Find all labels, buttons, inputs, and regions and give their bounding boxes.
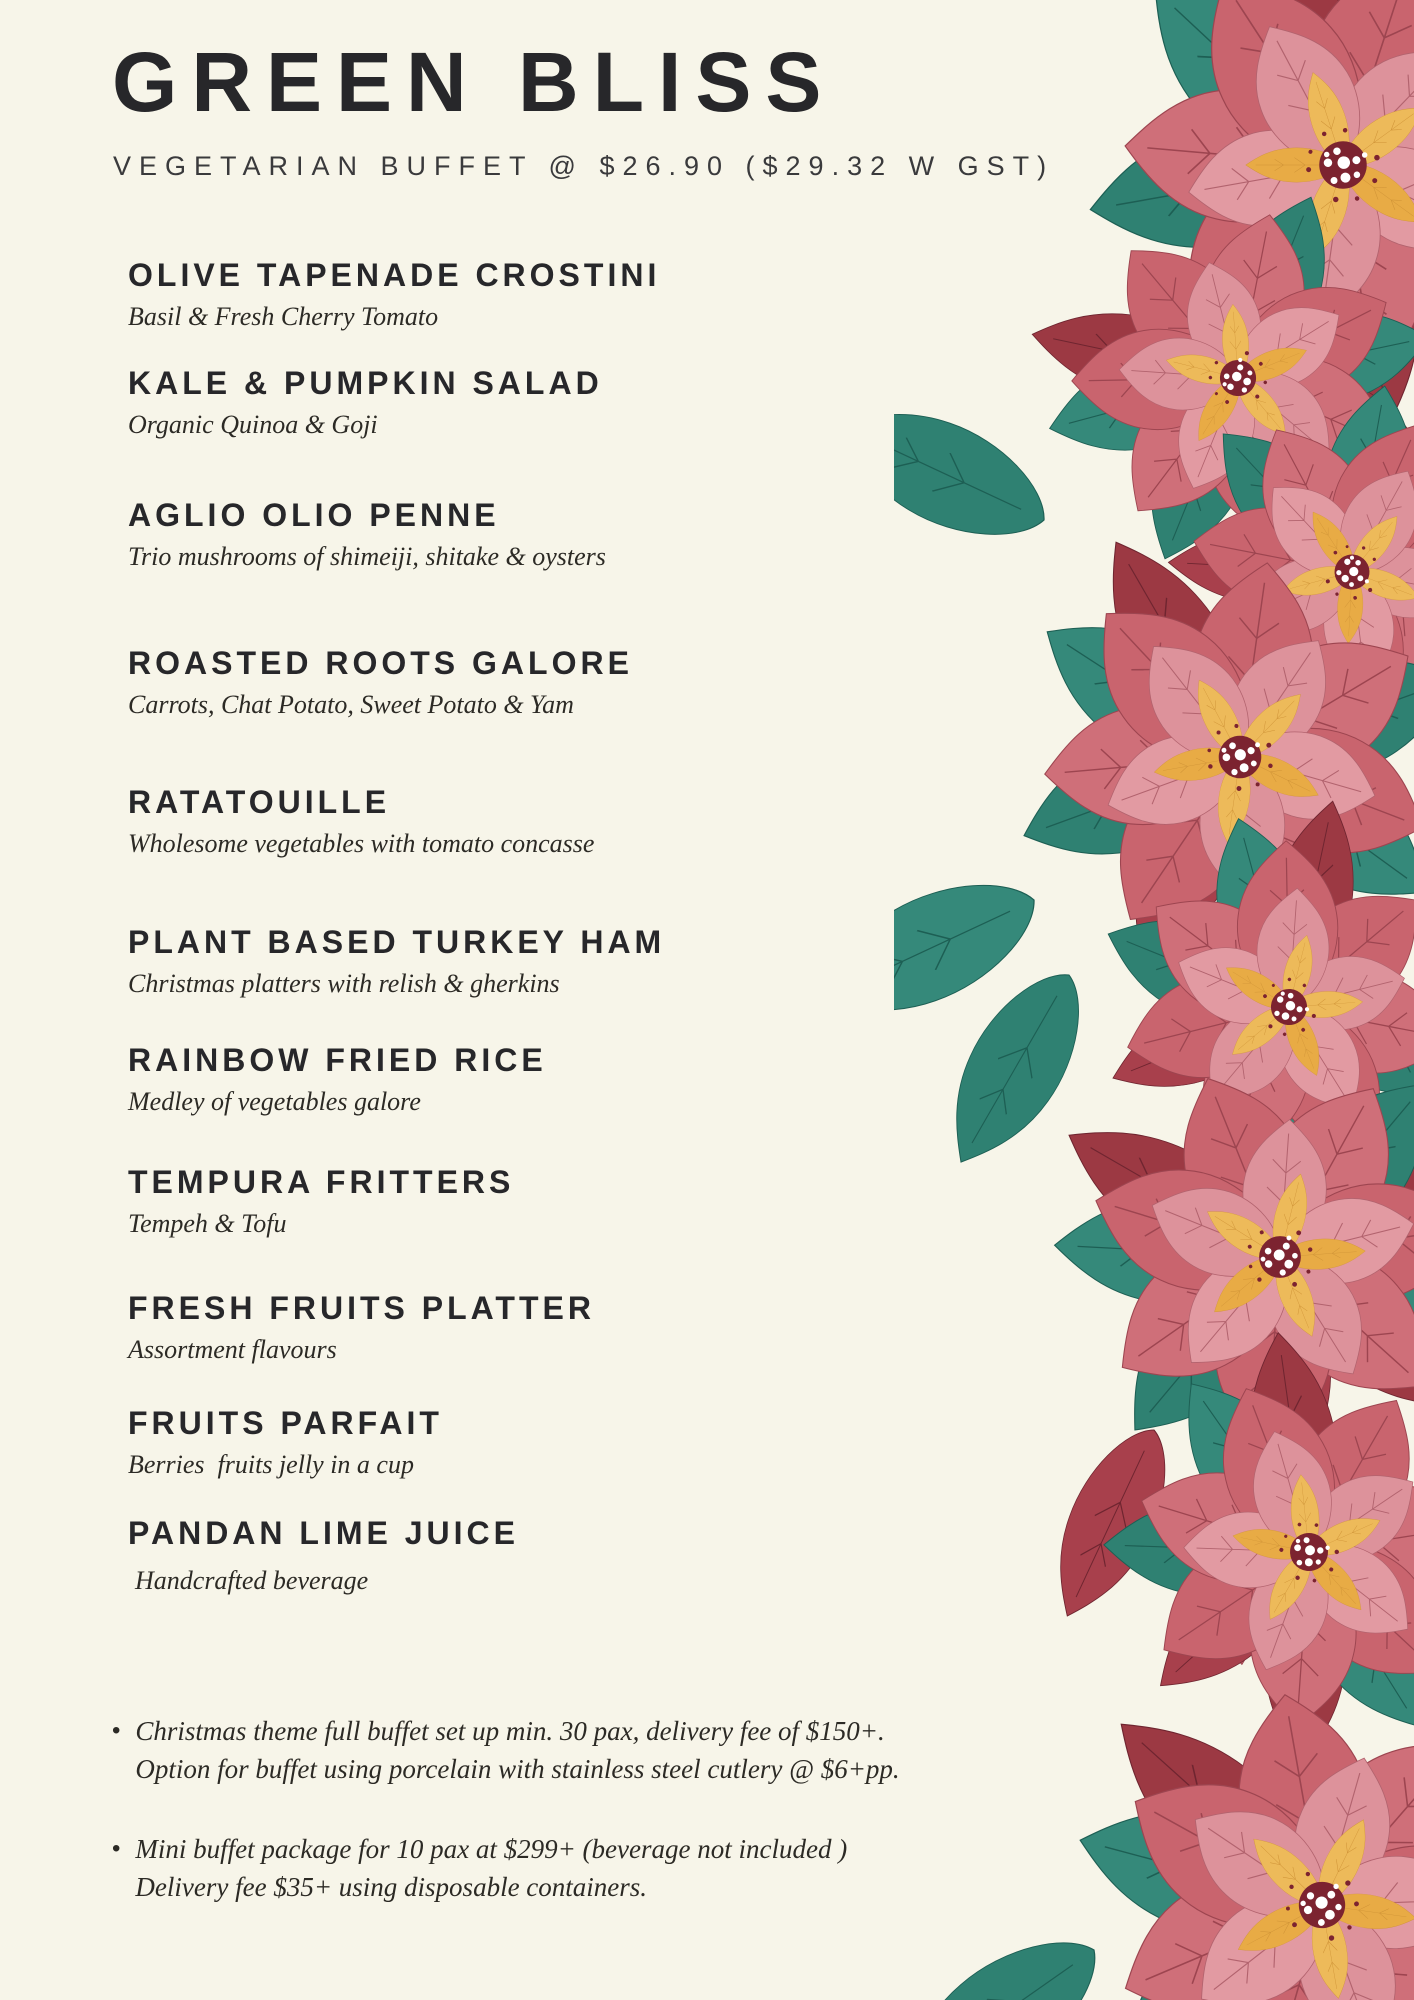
menu-item — [128, 1292, 595, 1365]
menu-item-desc: Berries fruits jelly in a cup — [128, 1450, 414, 1479]
menu-item — [128, 367, 603, 440]
note-item — [112, 1830, 847, 1906]
menu-item-desc: Medley of vegetables galore — [128, 1087, 421, 1116]
note-item — [112, 1712, 900, 1788]
page-title: GREEN BLISS — [112, 35, 836, 129]
page-subtitle: VEGETARIAN BUFFET @ $26.90 ($29.32 W GST) — [113, 151, 1055, 181]
note-line: Option for buffet using porcelain with stainless steel cutlery @ $6+pp. — [135, 1754, 900, 1784]
bullet-icon: • — [112, 1717, 121, 1744]
menu-item-desc: Wholesome vegetables with tomato concasse — [128, 829, 595, 858]
menu-item-desc: Tempeh & Tofu — [128, 1209, 287, 1238]
menu-item-desc: Christmas platters with relish & gherkins — [128, 969, 560, 998]
menu-item — [128, 786, 594, 859]
menu-item-name: AGLIO OLIO PENNE — [128, 497, 500, 533]
menu-item-name: PLANT BASED TURKEY HAM — [128, 924, 666, 960]
menu-item-desc: Carrots, Chat Potato, Sweet Potato & Yam — [128, 690, 574, 719]
note-line: Christmas theme full buffet set up min. 30 pax, delivery fee of $150+. — [135, 1716, 885, 1746]
menu-item-name: KALE & PUMPKIN SALAD — [128, 365, 603, 401]
bullet-icon: • — [112, 1835, 121, 1862]
menu-item — [128, 1517, 519, 1596]
menu-item-desc: Assortment flavours — [128, 1335, 337, 1364]
menu-item — [128, 259, 660, 332]
note-line: Delivery fee $35+ using disposable containers. — [135, 1872, 648, 1902]
menu-item-name: FRUITS PARFAIT — [128, 1405, 443, 1441]
menu-item — [128, 1407, 443, 1480]
menu-item — [128, 1044, 547, 1117]
menu-item-desc: Basil & Fresh Cherry Tomato — [128, 302, 439, 331]
note-text — [135, 1712, 899, 1788]
menu-item-name: PANDAN LIME JUICE — [128, 1515, 519, 1551]
menu-item — [128, 647, 633, 720]
menu-item — [128, 499, 606, 572]
menu-item-desc: Handcrafted beverage — [135, 1566, 369, 1595]
note-line: Mini buffet package for 10 pax at $299+ (beverage not included ) — [135, 1834, 848, 1864]
menu-item-desc: Trio mushrooms of shimeiji, shitake & oysters — [128, 542, 606, 571]
menu-item-name: ROASTED ROOTS GALORE — [128, 645, 633, 681]
menu-item-desc: Organic Quinoa & Goji — [128, 410, 378, 439]
menu-item-name: TEMPURA FRITTERS — [128, 1164, 515, 1200]
menu-item-name: RATATOUILLE — [128, 784, 391, 820]
menu-item-name: RAINBOW FRIED RICE — [128, 1042, 547, 1078]
menu-item-name: OLIVE TAPENADE CROSTINI — [128, 257, 661, 293]
note-text — [135, 1830, 847, 1906]
menu-item — [128, 1166, 514, 1239]
menu-item — [128, 926, 665, 999]
menu-item-name: FRESH FRUITS PLATTER — [128, 1290, 595, 1326]
poinsettia-garland — [894, 0, 1414, 2000]
